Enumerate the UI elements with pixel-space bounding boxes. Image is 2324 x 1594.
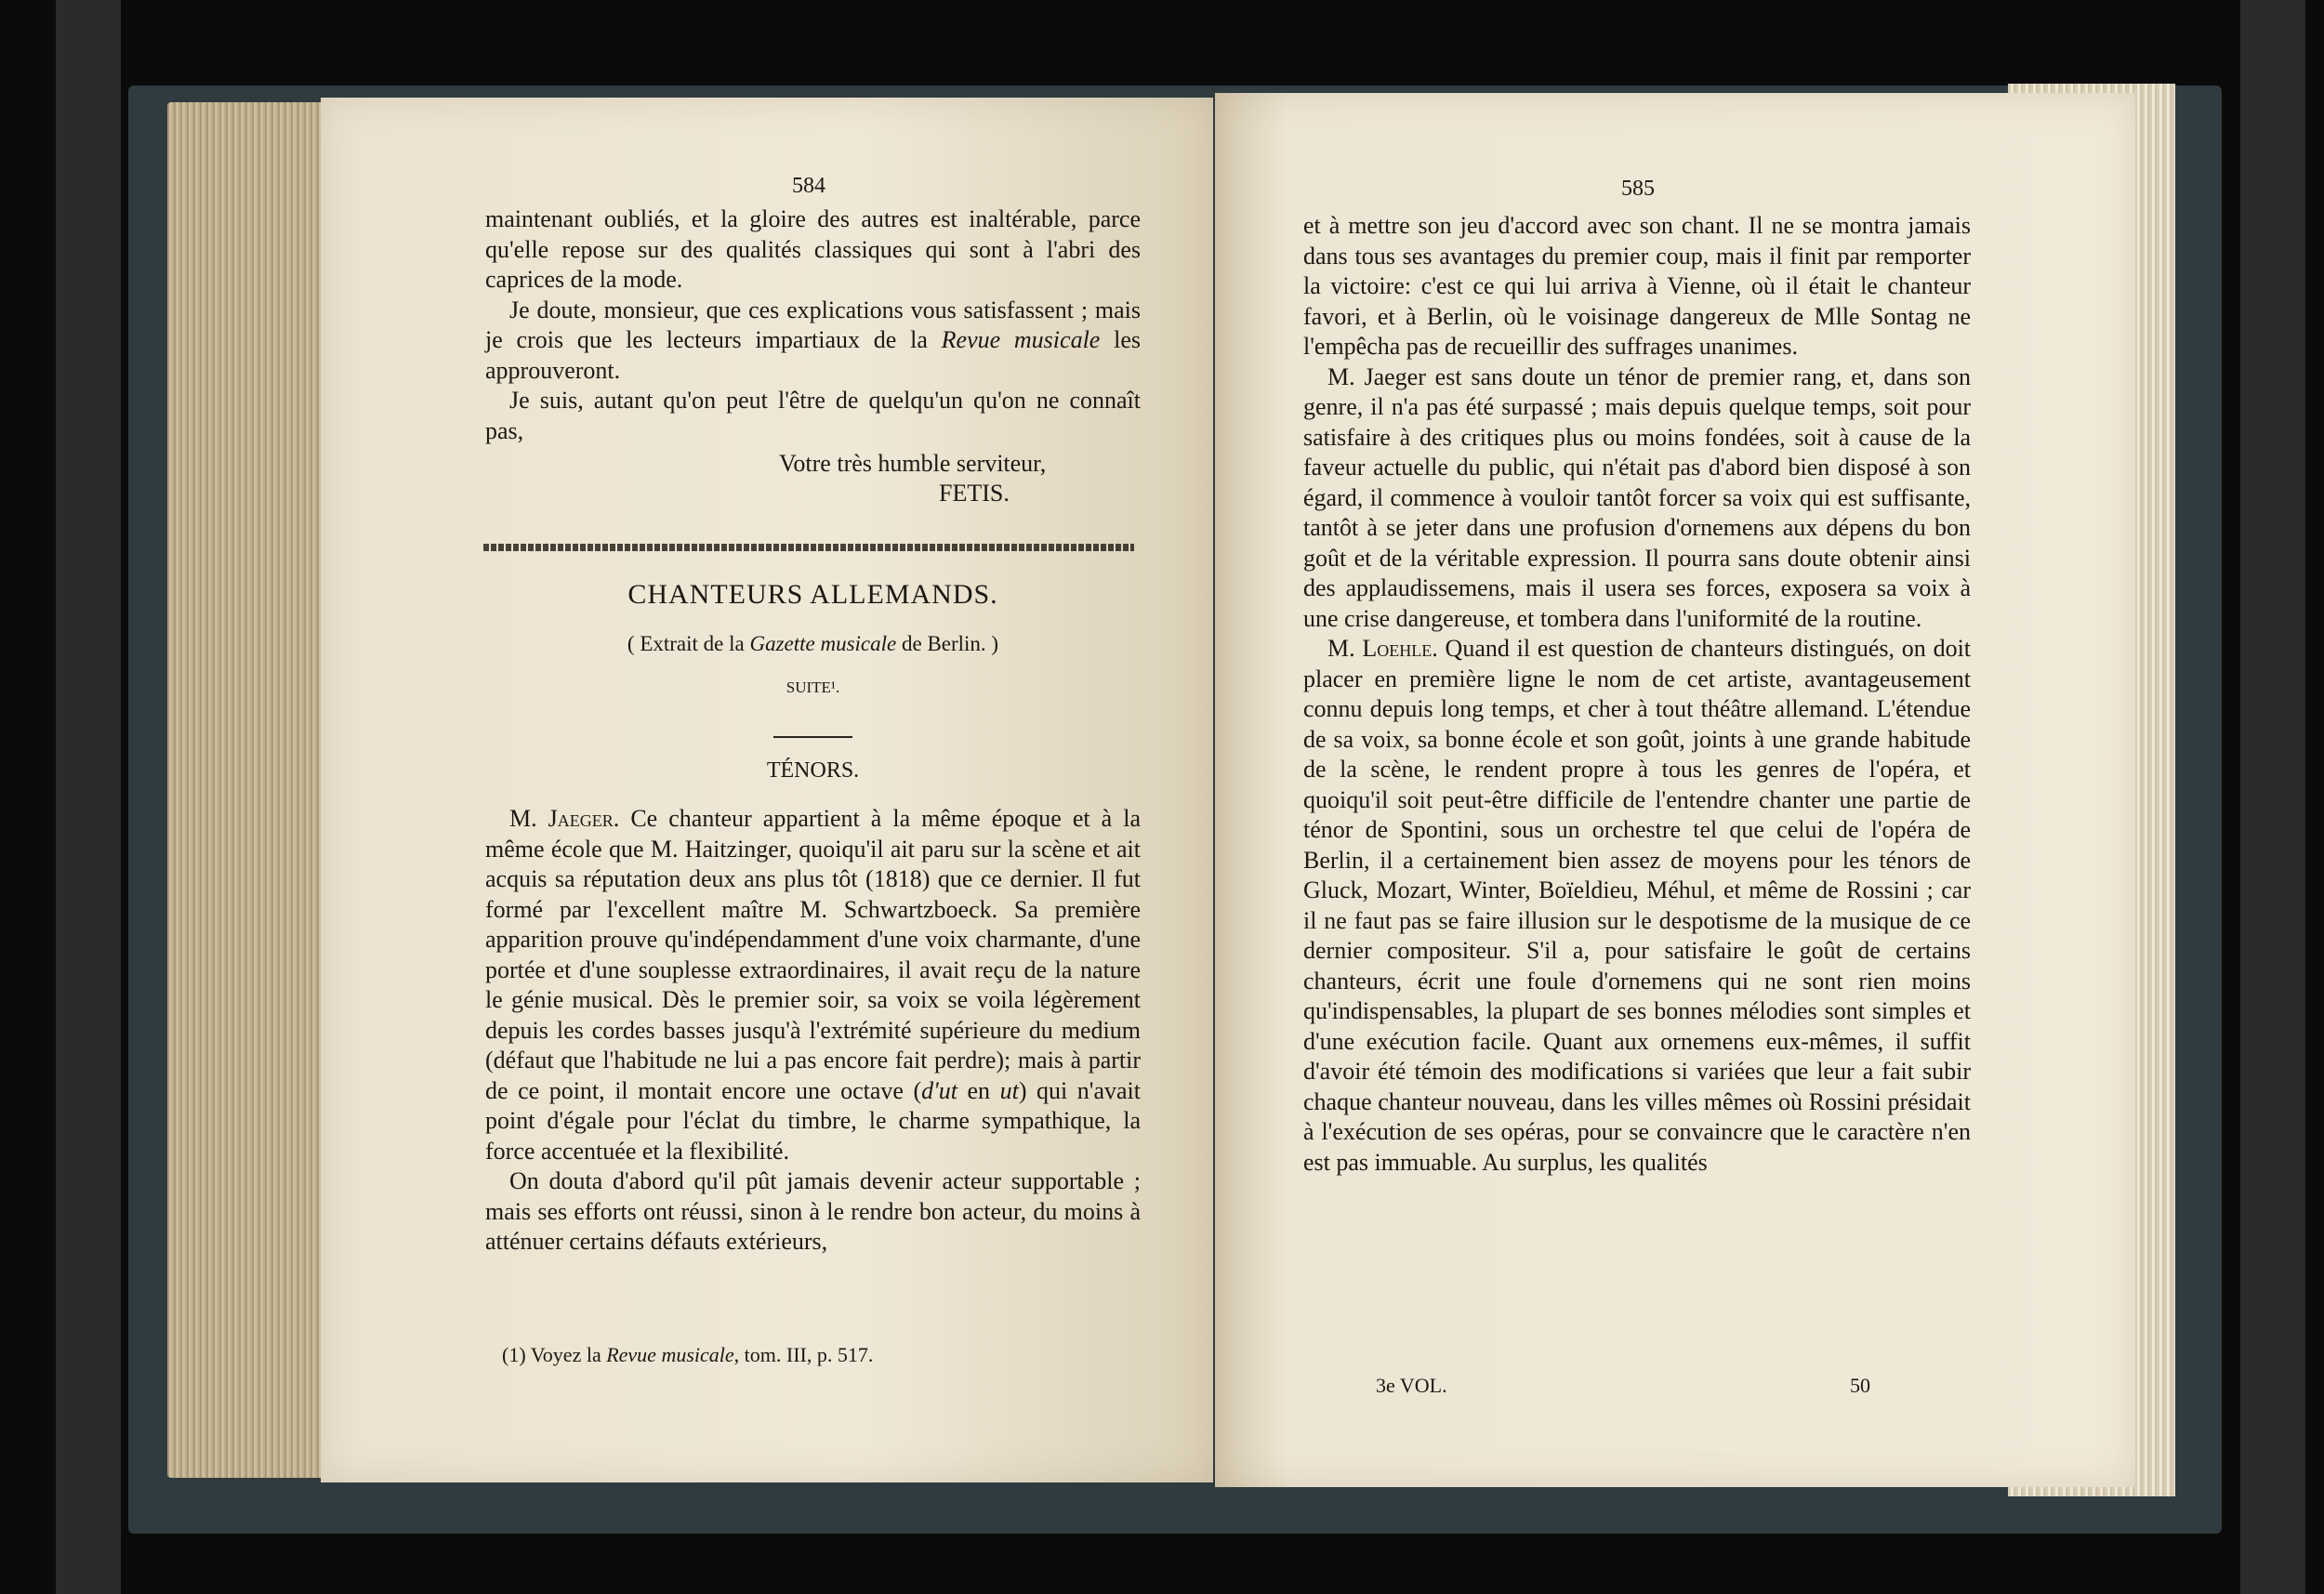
source-text: ( Extrait de la [627,632,750,655]
intro-text: les approuveront. [485,326,1141,384]
short-rule [773,736,852,738]
footnote-journal: Revue musicale [606,1343,734,1366]
intro-paragraph [485,296,1141,387]
body-text: ) qui n'avait point d'égale pour l'éclat du timbre, le charme sympathique, la force accentuée et la flexibilité. [485,1076,1141,1165]
left-intro-text [485,204,1141,446]
suite-label: SUITE¹. [786,678,840,696]
signature-number: 50 [1850,1374,1870,1397]
left-page-number: 584 [792,174,825,198]
left-page-edges [167,102,325,1478]
right-body-text [1303,211,1971,1178]
section-title: TÉNORS. [766,758,860,783]
body-text-italic: ut [999,1076,1019,1104]
footnote [502,1343,1134,1367]
body-text: en [957,1076,1000,1104]
body-paragraph: On douta d'abord qu'il pût jamais devenir acteur supportable ; mais ses efforts ont réussi, sinon à le rendre bon acteur, du moins à atténuer certains défauts extérieurs, [485,1167,1141,1255]
source-text: de Berlin. ) [896,632,999,655]
right-page-number: 585 [1621,177,1655,201]
intro-paragraph: maintenant oubliés, et la gloire des autres est inaltérable, parce qu'elle repose sur des qualités classiques qui sont à l'abri des caprices de la mode. [485,205,1141,293]
signature-volume: 3e VOL. [1376,1374,1447,1397]
closing-line: Votre très humble serviteur, [779,450,1047,477]
body-text-italic: d'ut [921,1076,957,1104]
body-paragraph [1303,634,1971,1178]
singer-name: M. Loehle. [1327,635,1438,662]
body-paragraph [485,804,1141,1166]
footnote-text: , tom. III, p. 517. [733,1343,874,1366]
signature-fetis: FETIS. [939,480,1010,507]
body-text: Quand il est question de chanteurs distingués, on doit placer en première ligne le nom de cet artiste, avantageusement connu depuis long temps, et cher à tout théâtre allemand. L'étendue de sa voix, sa bonne école et son goût, joints à une grande habitude de la scène, le rendent propre à tous les genres de l'opéra, et quoiqu'il soit peut-être difficile de l'entendre chanter une partie de ténor de Spontini, sous un orchestre tel que celui de l'opéra de Berlin, il a certainement bien assez de moyens pour les ténors de Gluck, Mozart, Winter, Boïeldieu, Méhul, et même de Rossini ; car il ne faut pas se faire illusion sur le despotisme de la musique de ce dernier compositeur. S'il a, pour satisfaire le goût de certains chanteurs, écrit une foule d'ornemens qui ne sont rien moins qu'indispensables, la plupart de ses bonnes mélodies sont simples et d'une exécution facile. Quant aux ornemens eux-mêmes, il suffit d'avoir été témoin des modifications si variées que leur a fait subir chaque chanteur nouveau, dans les villes mêmes où Rossini présidait à l'exécution de ses opéras, pour se convaincre que le caractère n'en est pas immuable. Au surplus, les qualités [1303,635,1972,1176]
body-paragraph: et à mettre son jeu d'accord avec son chant. Il ne se montra jamais dans tous ses avantages du premier coup, mais il finit par remporter la victoire: c'est ce qui lui arriva à Vienne, où il était le chanteur favori, et à Berlin, où le voisinage dangereux de Mlle Sontag ne l'empêcha pas de recueillir des suffrages unanimes. [1303,212,1971,360]
journal-title: Revue musicale [941,326,1101,353]
background-strip-right [2240,0,2305,1594]
article-title: CHANTEURS ALLEMANDS. [627,579,998,610]
intro-text: Je doute, monsieur, que ces explications vous satisfassent ; mais je crois que les lecteurs impartiaux de la [485,296,1141,353]
left-body-text [485,804,1141,1258]
source-journal: Gazette musicale [749,632,897,655]
background-strip-left [56,0,121,1594]
intro-paragraph: Je suis, autant qu'on peut l'être de quelqu'un qu'on ne connaît pas, [485,387,1141,444]
body-paragraph: M. Jaeger est sans doute un ténor de premier rang, et, dans son genre, il n'a pas été surpassé ; mais depuis quelque temps, soit pour satisfaire à des critiques plus ou moins fondées, soit à cause de la faveur actuelle du public, qui n'était pas d'abord bien disposé à son égard, il commence à vouloir tantôt forcer sa voix qui est suffisante, tantôt à se jeter dans une profusion d'ornemens aux dépens du bon goût et de la véritable expression. Il pourra sans doute obtenir ainsi des applaudissemens, mais il usera ses forces, exposera sa voix à une crise dangereuse, et tombera dans l'uniformité de la routine. [1303,362,1971,632]
wavy-separator [483,544,1134,551]
singer-name: M. Jaeger. [509,805,620,832]
footnote-text: (1) Voyez la [502,1343,607,1366]
source-line [485,632,1141,656]
body-text: Ce chanteur appartient à la même époque et à la même école que M. Haitzinger, quoiqu'il ait paru sur la scène et ait acquis sa réputation deux ans plus tôt (1818) que ce dernier. Il fut formé par l'excellent maître M. Schwartzboeck. Sa première apparition prouve qu'indépendamment d'une voix charmante, d'une portée et d'une souplesse extraordinaires, il avait reçu de la nature le génie musical. Dès le premier soir, sa voix se voila légèrement depuis les cordes basses jusqu'à l'extrémité supérieure du medium (défaut que l'habitude ne lui a pas encore fait perdre); mais à partir de ce point, il montait encore une octave ( [485,805,1142,1104]
